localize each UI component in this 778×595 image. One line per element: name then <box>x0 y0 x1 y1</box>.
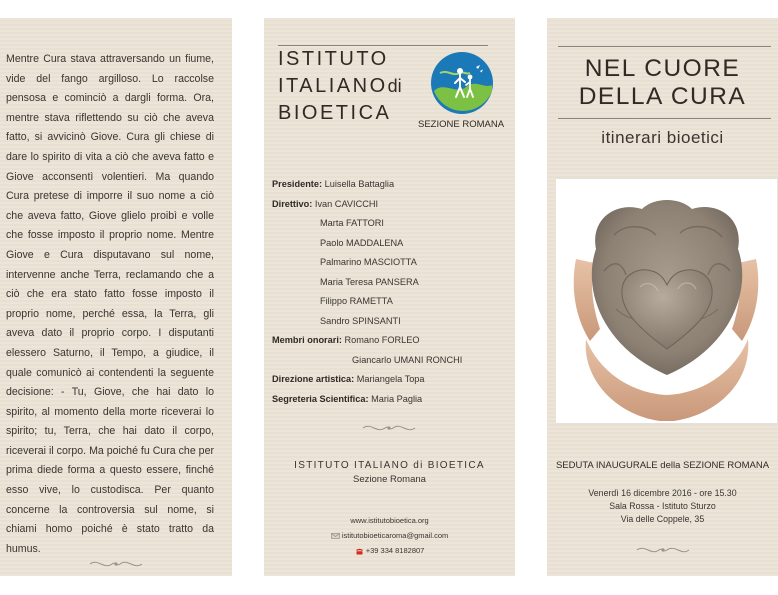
website-link[interactable]: www.istitutobioetica.org <box>350 516 429 525</box>
institute-name-line-1: ISTITUTO <box>278 48 389 70</box>
cover-subtitle: itinerari bioetici <box>601 128 724 147</box>
event-address: Via delle Coppele, 35 <box>620 514 705 524</box>
roster-name: Sandro SPINSANTI <box>320 316 401 326</box>
roster-name: Filippo RAMETTA <box>320 296 393 306</box>
event-title: SEDUTA INAUGURALE della SEZIONE ROMANA <box>555 460 770 471</box>
institute-name-word-di: di <box>387 76 402 96</box>
institute-name-line-3: BIOETICA <box>278 102 392 124</box>
roster-name: Ivan CAVICCHI <box>314 199 379 209</box>
roster-row <box>272 335 420 345</box>
roster-row <box>272 179 394 189</box>
divider-rule <box>558 46 771 47</box>
institute-name-word-italiano: ITALIANO <box>278 75 388 97</box>
roster-name: Maria Teresa PANSERA <box>320 277 419 287</box>
footer-org-name: ISTITUTO ITALIANO di BIOETICA <box>294 460 485 471</box>
ornament-flourish-icon <box>361 422 417 434</box>
ornament-flourish-icon <box>88 558 144 570</box>
roster-role: Direzione artistica: <box>272 374 355 384</box>
left-panel <box>0 18 232 576</box>
cover-title <box>547 55 778 111</box>
right-panel-cover <box>547 18 778 576</box>
clay-heart-hands-photo <box>555 178 778 424</box>
roster-name: Romano FORLEO <box>344 335 420 345</box>
roster-role: Membri onorari: <box>272 335 342 345</box>
roster-row <box>320 316 401 326</box>
divider-rule <box>278 45 488 46</box>
roster-name: Mariangela Topa <box>356 374 425 384</box>
roster-name: Palmarino MASCIOTTA <box>320 257 417 267</box>
roster-name: Luisella Battaglia <box>324 179 395 189</box>
roster-name: Giancarlo UMANI RONCHI <box>352 355 463 365</box>
roster-role: Segreteria Scientifica: <box>272 394 369 404</box>
event-venue: Sala Rossa - Istituto Sturzo <box>609 501 716 511</box>
roster-row <box>320 218 384 228</box>
roster-row <box>320 277 419 287</box>
roster-name: Marta FATTORI <box>320 218 384 228</box>
phone-row[interactable] <box>264 546 515 555</box>
roster-name: Maria Paglia <box>371 394 423 404</box>
cover-title-line-2: DELLA CURA <box>578 83 747 110</box>
telephone-icon <box>355 546 364 555</box>
divider-rule <box>558 118 771 119</box>
roster-role: Direttivo: <box>272 199 313 209</box>
roster-row <box>320 296 393 306</box>
roster-row <box>272 394 422 404</box>
roster-row <box>272 374 425 384</box>
envelope-icon <box>331 531 340 540</box>
roster-name: Paolo MADDALENA <box>320 238 404 248</box>
phone-number[interactable]: +39 334 8182807 <box>365 546 425 555</box>
footer-section-name: Sezione Romana <box>353 474 426 485</box>
roster-row <box>320 257 417 267</box>
institute-logo-icon <box>430 51 494 115</box>
institute-name-line-2 <box>278 75 402 98</box>
ornament-flourish-icon <box>635 544 691 556</box>
cover-title-line-1: NEL CUORE <box>584 55 741 82</box>
roster-row <box>272 199 378 209</box>
email-address[interactable]: istitutobioeticaroma@gmail.com <box>341 531 449 540</box>
email-row[interactable] <box>264 531 515 540</box>
section-label: SEZIONE ROMANA <box>418 119 505 130</box>
cura-fable-text: Mentre Cura stava attraversando un fiume, vide del fango argilloso. Lo raccolse pensosa e cominciò a dargli forma. Ora, mentre stava riflettendo su ciò che aveva fatto, si avvicinò Giove. Cura gli chiese di dare lo spirito di vita a ciò che aveva fatto e Giove acconsentì volentieri. Ma quando Cura pretese di imporre il suo nome a ciò che aveva fatto, Giove glielo proibì e volle che fosse imposto il proprio nome. Mentre Giove e Cura disputavano sul nome, intervenne anche Terra, reclamando che a ciò che era stato fatto fosse imposto il proprio nome, perché essa, la Terra, gli aveva dato il proprio corpo. I disputanti elessero Saturno, il Tempo, a giudice, il quale comunicò ai contendenti la seguente decisione: - Tu, Giove, che hai dato lo spirito, al momento della morte riceverai lo spirito; tu, Terra, che hai dato il corpo, riceverai il corpo. Ma poiché fu Cura che per prima diede forma a questo essere, finché esso vive, lo custodisca. Per quanto concerne la controversia sul nome, si chiami homo poiché è stato tratto da humus. <box>6 53 214 555</box>
event-date: Venerdì 16 dicembre 2016 - ore 15.30 <box>588 488 737 498</box>
roster-role: Presidente: <box>272 179 323 189</box>
roster-row <box>320 238 403 248</box>
roster-row <box>352 355 462 365</box>
middle-panel <box>264 18 515 576</box>
